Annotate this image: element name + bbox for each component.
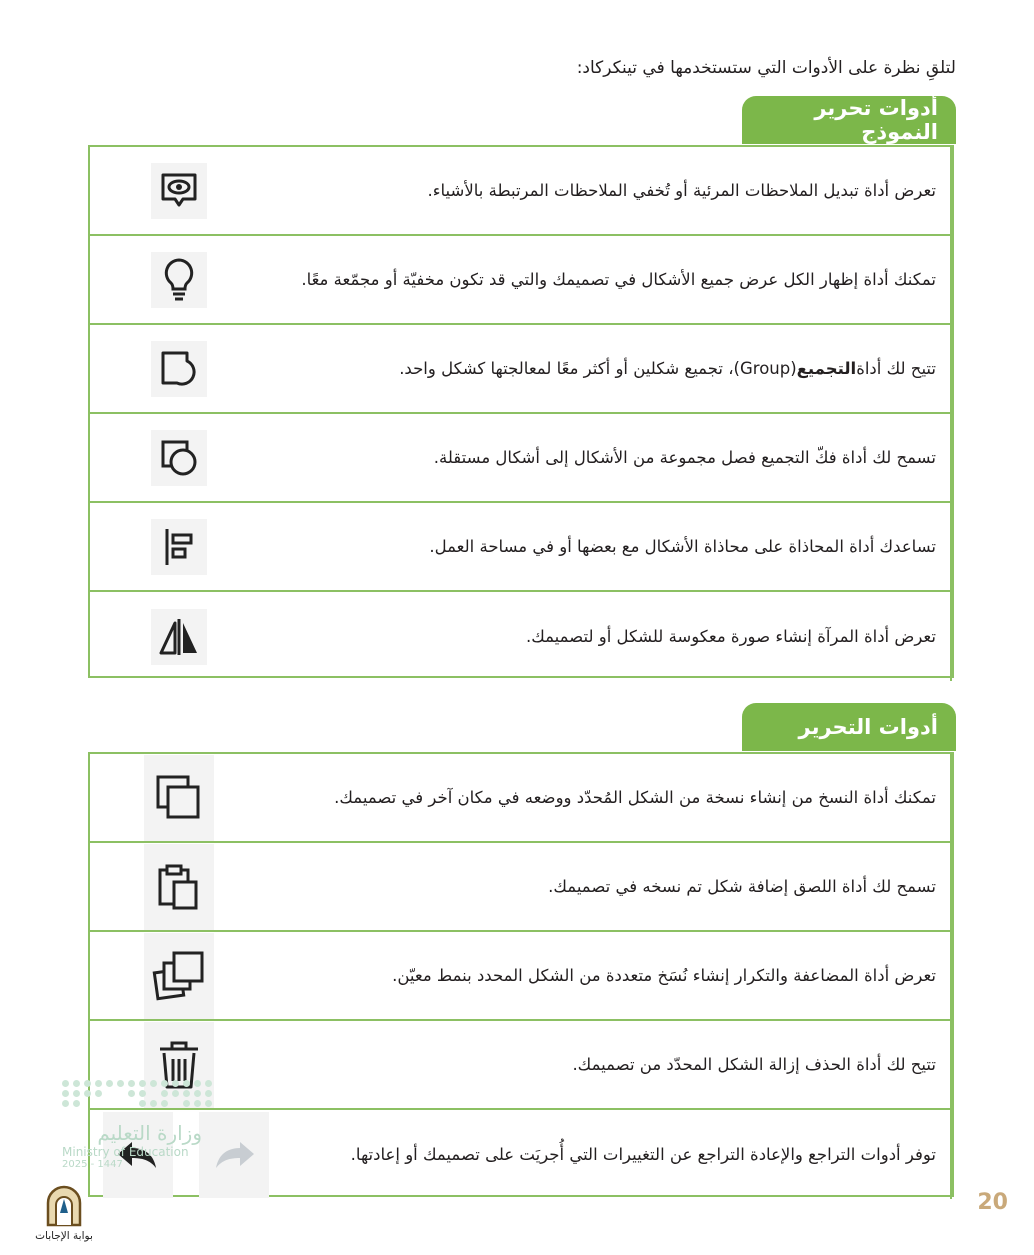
intro-text: لتلقِ نظرة على الأدوات التي ستستخدمها في تينكركاد: [576,58,956,78]
table-row [90,414,952,503]
row-description: تساعدك أداة المحاذاة على محاذاة الأشكال مع بعضها أو في مساحة العمل. [268,503,952,590]
logo-english: Ministry of Education [62,1145,189,1159]
table-row [90,592,952,681]
lightbulb-icon [151,252,207,308]
badge-label: بوابة الإجابات [35,1230,93,1242]
group-icon [151,341,207,397]
page-number: 20 [977,1190,1008,1215]
table-row [90,325,952,414]
table-row [90,754,952,843]
mirror-icon [151,609,207,665]
table-row [90,147,952,236]
row-description: تعرض أداة تبديل الملاحظات المرئية أو تُخفي الملاحظات المرتبطة بالأشياء. [268,147,952,234]
logo-dots [62,1080,202,1107]
section-title-model-edit: أدوات تحرير النموذج [742,96,956,144]
row-description: تتيح لك أداة التجميع (Group)، تجميع شكلين أو أكثر معًا لمعالجتها كشكل واحد. [268,325,952,412]
paste-icon [144,844,214,930]
portal-emblem-icon [44,1185,84,1227]
logo-arabic: وزارة التعليم [97,1121,202,1145]
ungroup-icon [151,430,207,486]
row-description: توفر أدوات التراجع والإعادة التراجع عن التغييرات التي أُجريَت على تصميمك أو إعادتها. [282,1110,952,1199]
duplicate-icon [144,933,214,1019]
logo-year: 2025 - 1447 [62,1159,123,1170]
answers-portal-badge [30,1185,98,1242]
row-description: تمكنك أداة النسخ من إنشاء نسخة من الشكل المُحدّد ووضعه في مكان آخر في تصميمك. [268,754,952,841]
ministry-logo [62,1080,202,1170]
row-description: تمكنك أداة إظهار الكل عرض جميع الأشكال في تصميمك والتي قد تكون مخفيّة أو مجمّعة معًا. [268,236,952,323]
table-row [90,843,952,932]
row-description: تسمح لك أداة اللصق إضافة شكل تم نسخه في تصميمك. [268,843,952,930]
table-row [90,1021,952,1110]
model-edit-tools-table [88,145,954,678]
table-row [90,1110,952,1199]
table-row [90,503,952,592]
row-description: تتيح لك أداة الحذف إزالة الشكل المحدّد من تصميمك. [268,1021,952,1108]
copy-icon [144,755,214,841]
row-description: تعرض أداة المضاعفة والتكرار إنشاء نُسَخ متعددة من الشكل المحدد بنمط معيّن. [268,932,952,1019]
row-description: تعرض أداة المرآة إنشاء صورة معكوسة للشكل أو لتصميمك. [268,592,952,681]
edit-tools-table [88,752,954,1197]
eye-note-icon [151,163,207,219]
section-title-edit: أدوات التحرير [742,703,956,751]
redo-icon [199,1112,269,1198]
table-row [90,932,952,1021]
table-row [90,236,952,325]
align-icon [151,519,207,575]
row-description: تسمح لك أداة فكّ التجميع فصل مجموعة من الأشكال إلى أشكال مستقلة. [268,414,952,501]
